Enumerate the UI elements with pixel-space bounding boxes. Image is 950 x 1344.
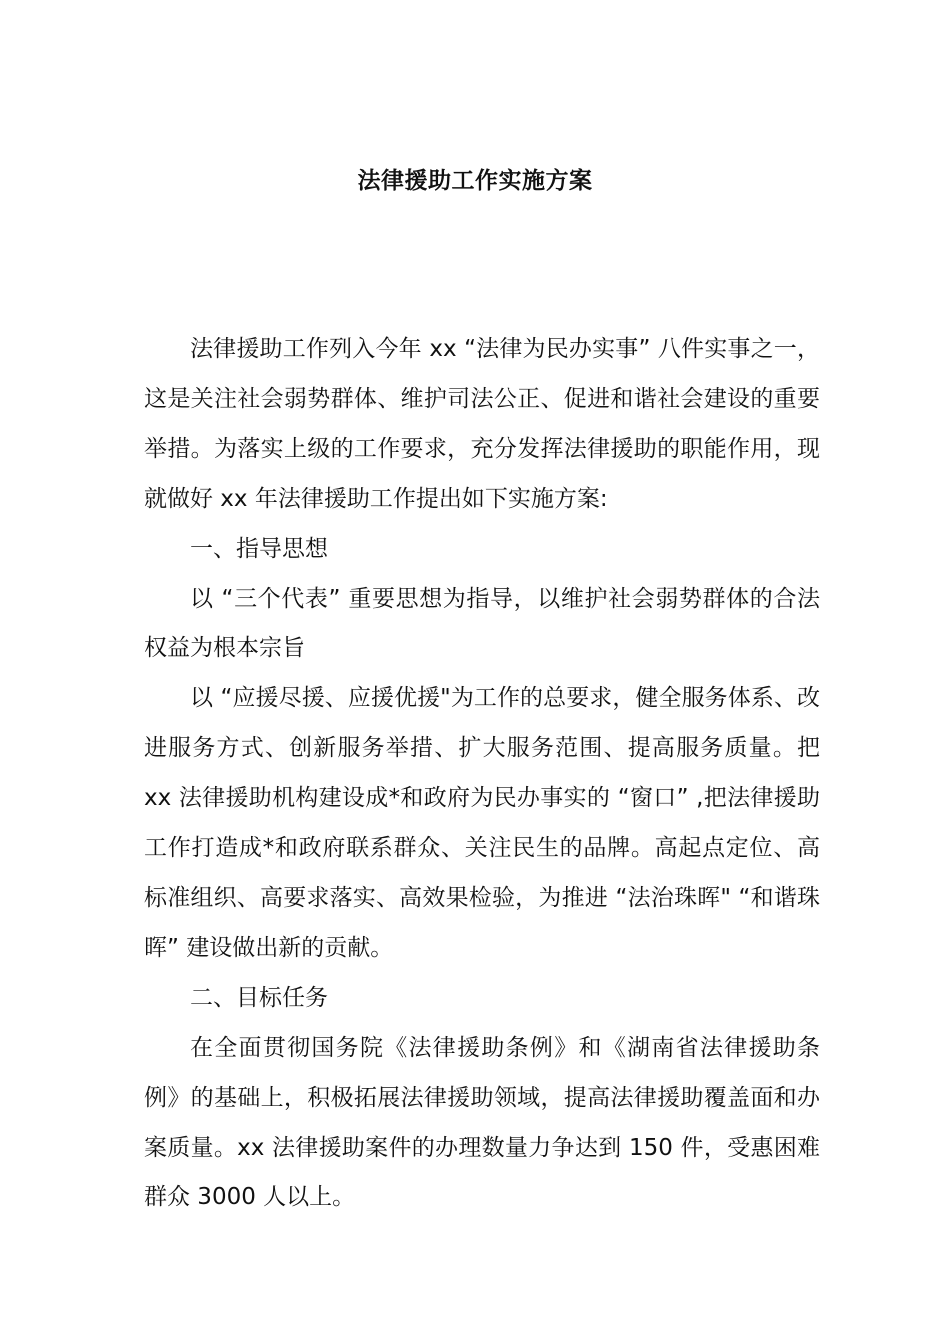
guiding-thought-paragraph: 以 “三个代表” 重要思想为指导，以维护社会弱势群体的合法权益为根本宗旨 bbox=[144, 585, 820, 662]
document-title: 法律援助工作实施方案 bbox=[357, 168, 593, 194]
intro-paragraph: 法律援助工作列入今年 xx “法律为民办实事” 八件实事之一，这是关注社会弱势群体、维护司法公正、促进和谐社会建设的重要举措。为落实上级的工作要求，充分发挥法律援助的职能作用，现就做好 xx 年法律援助工作提出如下实施方案: bbox=[144, 336, 820, 512]
goals-paragraph: 在全面贯彻国务院《法律援助条例》和《湖南省法律援助条例》的基础上，积极拓展法律援助领域，提高法律援助覆盖面和办案质量。xx 法律援助案件的办理数量力争达到 150 件，受惠困难群众 3000 人以上。 bbox=[144, 1034, 820, 1211]
section-heading-guiding-thought: 一、指导思想 bbox=[190, 535, 328, 562]
document-body bbox=[144, 325, 820, 1223]
section-heading-goals: 二、目标任务 bbox=[190, 984, 328, 1011]
requirements-paragraph: 以 “应援尽援、应援优援"为工作的总要求，健全服务体系、改进服务方式、创新服务举措、扩大服务范围、提高服务质量。把 xx 法律援助机构建设成*和政府为民办事实的 “窗口” ,把法律援助工作打造成*和政府联系群众、关注民生的品牌。高起点定位、高标准组织、高要求落实、高效果检验，为推进 “法治珠晖" “和谐珠晖” 建设做出新的贡献。 bbox=[144, 685, 820, 961]
